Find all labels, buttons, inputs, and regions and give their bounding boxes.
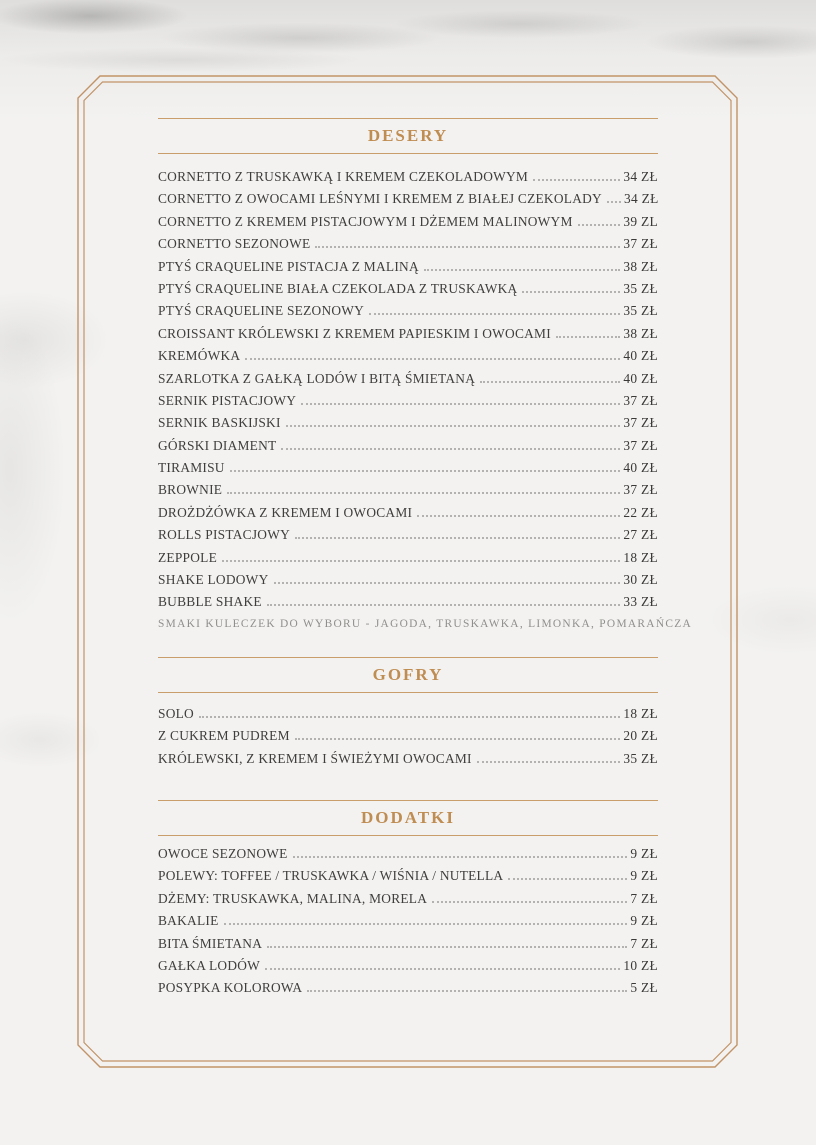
item-name: GÓRSKI DIAMENT [158,437,277,453]
menu-item-row [158,281,658,303]
dotted-leader [315,246,620,248]
menu-item-row [158,169,658,191]
item-name: OWOCE SEZONOWE [158,846,288,861]
item-name: CORNETTO SEZONOWE [158,236,311,252]
dotted-leader [230,470,621,472]
menu-item-row [158,846,658,868]
item-name: PTYŚ CRAQUELINE SEZONOWY [158,303,365,319]
menu-item-row [158,527,658,549]
item-price: 9 ZŁ [630,913,658,929]
dotted-leader [293,856,628,858]
dotted-leader [556,336,620,338]
dotted-leader [432,901,627,903]
item-name: SZARLOTKA Z GAŁKĄ LODÓW I BITĄ ŚMIETANĄ [158,370,476,386]
menu-item-row [158,460,658,482]
item-price: 39 ZL [623,213,658,229]
section-dodatki [158,800,658,1003]
dotted-leader [222,560,620,562]
dotted-leader [417,515,620,517]
dotted-leader [533,179,620,181]
dotted-leader [508,878,627,880]
menu-item-row [158,550,658,572]
item-name: GAŁKA LODÓW [158,957,261,973]
dotted-leader [267,604,621,606]
menu-item-row [158,326,658,348]
section-header [158,800,658,836]
item-price: 7 ZŁ [630,935,658,951]
item-name: CROISSANT KRÓLEWSKI Z KREMEM PAPIESKIM I OWOCAMI [158,325,551,341]
item-price: 9 ZŁ [630,868,658,884]
item-name: PTYŚ CRAQUELINE BIAŁA CZEKOLADA Z TRUSKAWKĄ [158,280,518,296]
dotted-leader [301,403,620,405]
dotted-leader [267,946,627,948]
item-name: PTYŚ CRAQUELINE PISTACJA Z MALINĄ [158,258,419,274]
item-price: 34 ZŁ [623,191,659,207]
item-price: 37 ZŁ [623,482,658,498]
dotted-leader [307,990,627,992]
section-title: DESERY [367,126,449,145]
menu-item-row [158,868,658,890]
item-name: BROWNIE [158,482,223,498]
menu-item-row [158,958,658,980]
dotted-leader [477,761,621,763]
dotted-leader [295,537,620,539]
item-price: 18 ZŁ [623,706,658,721]
menu-item-row [158,236,658,258]
menu-item-row [158,706,658,728]
menu-item-row [158,891,658,913]
item-price: 35 ZŁ [623,303,658,319]
menu-item-row [158,482,658,504]
dotted-leader [522,291,620,293]
section-title: DODATKI [361,808,455,827]
section-gofry [158,657,658,773]
menu-item-row [158,415,658,437]
item-name: KRÓLEWSKI, Z KREMEM I ŚWIEŻYMI OWOCAMI [158,750,472,766]
menu-item-row [158,303,658,325]
item-name: Z CUKREM PUDREM [158,728,290,744]
dotted-leader [607,201,621,203]
item-price: 35 ZŁ [623,750,658,766]
dotted-leader [224,923,628,925]
note-text: SMAKI KULECZEK DO WYBORU - JAGODA, TRUSKAWKA, LIMONKA, POMARAŃCZA [158,617,693,630]
dotted-leader [578,224,621,226]
item-name: POLEWY: TOFFEE / TRUSKAWKA / WIŚNIA / NUTELLA [158,868,504,884]
menu-item-row [158,214,658,236]
item-name: BITA ŚMIETANA [158,935,263,951]
section-header [158,118,658,154]
item-price: 34 ZŁ [623,169,658,184]
item-price: 30 ZŁ [623,572,658,588]
item-name: SOLO [158,706,194,721]
section-title: GOFRY [372,665,444,684]
menu-item-row [158,505,658,527]
section-header [158,657,658,693]
item-name: BUBBLE SHAKE [158,594,262,610]
menu-item-row [158,348,658,370]
item-name: KREMÓWKA [158,348,241,364]
item-price: 7 ZŁ [630,890,658,906]
item-price: 20 ZŁ [623,728,658,744]
item-list [158,169,658,617]
menu-item-row [158,980,658,1002]
item-list [158,706,658,773]
dotted-leader [227,492,620,494]
menu-item-row [158,393,658,415]
dotted-leader [369,313,620,315]
menu-item-row [158,594,658,616]
item-price: 40 ZŁ [623,370,658,386]
menu-item-row [158,913,658,935]
item-price: 37 ZŁ [623,415,658,431]
dotted-leader [274,582,621,584]
item-price: 38 ZŁ [623,258,658,274]
dotted-leader [424,269,621,271]
menu-item-row [158,936,658,958]
dotted-leader [480,381,620,383]
section-desery [158,118,693,632]
item-price: 27 ZŁ [623,527,658,543]
item-name: CORNETTO Z OWOCAMI LEŚNYMI I KREMEM Z BIAŁEJ CZEKOLADY [158,191,602,207]
menu-item-row [158,259,658,281]
menu-item-row [158,371,658,393]
item-name: CORNETTO Z TRUSKAWKĄ I KREMEM CZEKOLADOWYM [158,169,529,184]
item-name: BAKALIE [158,913,219,929]
item-name: ROLLS PISTACJOWY [158,527,291,543]
item-price: 40 ZŁ [623,348,658,364]
item-price: 18 ZŁ [623,549,658,565]
item-name: CORNETTO Z KREMEM PISTACJOWYM I DŻEMEM MALINOWYM [158,213,573,229]
item-price: 33 ZŁ [623,594,658,610]
item-list [158,846,658,1003]
menu-item-row [158,751,658,773]
menu-item-row [158,728,658,750]
item-price: 37 ZŁ [623,392,658,408]
menu-item-row [158,191,658,213]
item-price: 5 ZŁ [630,980,658,996]
item-name: SHAKE LODOWY [158,572,269,588]
item-name: DŻEMY: TRUSKAWKA, MALINA, MORELA [158,890,428,906]
dotted-leader [265,968,620,970]
item-price: 37 ZŁ [623,236,658,252]
menu-item-row [158,438,658,460]
menu-item-row [158,572,658,594]
item-price: 40 ZŁ [623,460,658,476]
dotted-leader [281,448,620,450]
item-price: 22 ZŁ [623,504,658,520]
dotted-leader [295,738,621,740]
item-name: POSYPKA KOLOROWA [158,980,303,996]
item-price: 38 ZŁ [623,325,658,341]
item-name: TIRAMISU [158,460,225,476]
dotted-leader [199,716,620,718]
dotted-leader [286,425,621,427]
item-name: SERNIK PISTACJOWY [158,392,297,408]
item-price: 10 ZŁ [623,957,658,973]
item-price: 37 ZŁ [623,437,658,453]
item-name: DROŻDŻÓWKA Z KREMEM I OWOCAMI [158,504,413,520]
dotted-leader [245,358,620,360]
item-price: 9 ZŁ [630,846,658,861]
item-price: 35 ZŁ [623,280,658,296]
item-name: ZEPPOLE [158,549,218,565]
item-name: SERNIK BASKIJSKI [158,415,281,431]
